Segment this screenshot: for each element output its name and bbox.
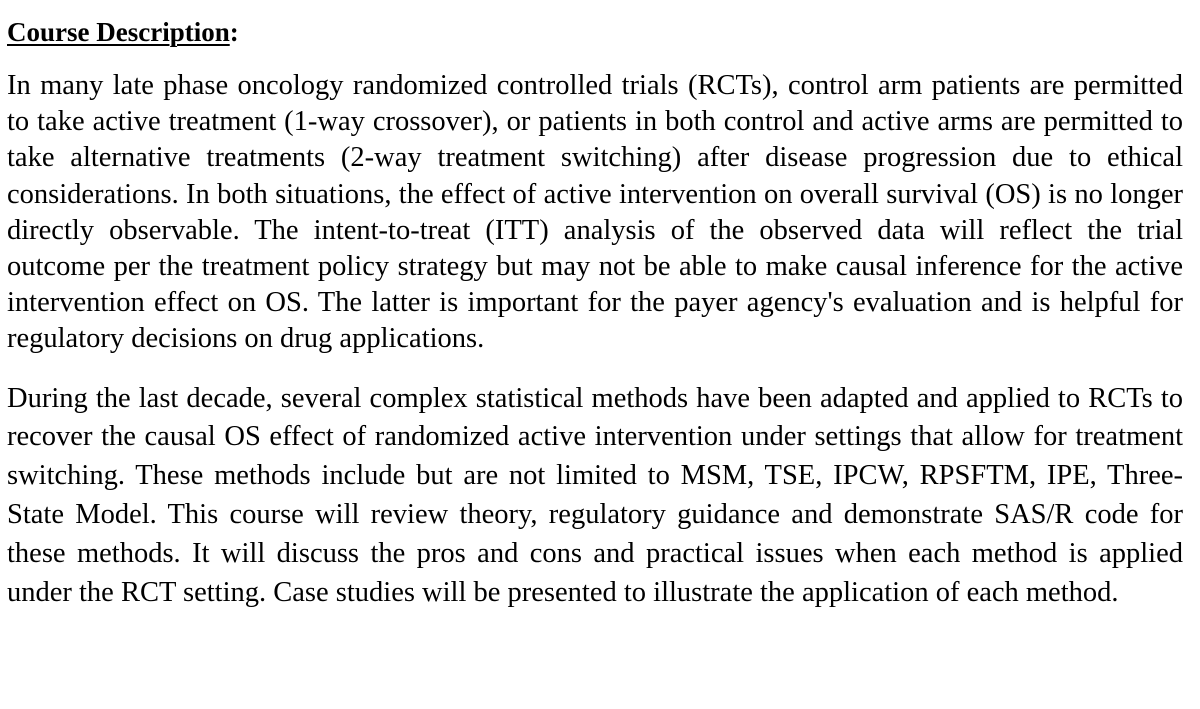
section-heading <box>7 12 1183 52</box>
section-heading-colon: : <box>229 17 239 47</box>
section-heading-text: Course Description <box>7 17 230 47</box>
course-description-document <box>7 12 1183 612</box>
description-paragraph-2: During the last decade, several complex statistical methods have been adapted and applied to RCTs to recover the causal OS effect of randomized active intervention under settings that allow for treatment switching. These methods include but are not limited to MSM, TSE, IPCW, RPSFTM, IPE, Three-State Model. This course will review theory, regulatory guidance and demonstrate SAS/R code for these methods. It will discuss the pros and cons and practical issues when each method is applied under the RCT setting. Case studies will be presented to illustrate the application of each method. <box>7 382 1183 608</box>
description-paragraph-1: In many late phase oncology randomized controlled trials (RCTs), control arm patients are permitted to take active treatment (1-way crossover), or patients in both control and active arms are permitted to take alternative treatments (2-way treatment switching) after disease progression due to ethical considerations. In both situations, the effect of active intervention on overall survival (OS) is no longer directly observable. The intent-to-treat (ITT) analysis of the observed data will reflect the trial outcome per the treatment policy strategy but may not be able to make causal inference for the active intervention effect on OS. The latter is important for the payer agency's evaluation and is helpful for regulatory decisions on drug applications. <box>7 70 1183 355</box>
